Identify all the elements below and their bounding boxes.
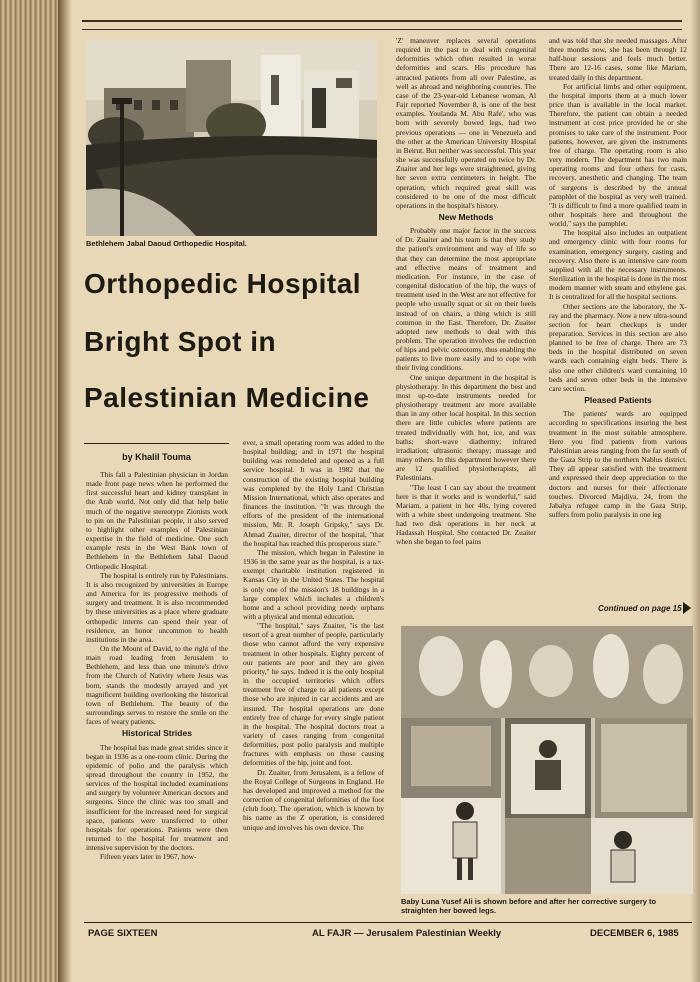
headline-line-1: Orthopedic Hospital xyxy=(84,268,362,299)
paragraph: The patients' wards are equipped according to specifications insuring the best treatment in the most suitable atmosphere. Here you find patients from various Palestinian areas ranging from the far south of the Gaza Strip to the northern Nablus district. They all appear satisfied with the treatment and expressed their deep appreciation to the doctors and nurses for their affectionate touches. Divorced Majdiya, 24, from the Jabalya refugee camp in the Gaza Strip, suffers from polio paralysis in one leg xyxy=(549,409,687,519)
paragraph: On the Mount of David, to the right of the main road leading from Jerusalem to Bethlehem, and less than one minute's drive from the Church of Nativity where Jesus was born, stands the modestly arrayed and yet magnificent building overlooking the historical town of Bethlehem. The beauty of the surroundings serves to restore the smile on the faces of weary patients. xyxy=(86,643,228,727)
paragraph: Dr. Zuaiter, from Jerusalem, is a fellow of the Royal College of Surgeons in England. He has developed and improved a method for the correction of congenital deformities of the foot (club foot). The operation, which is known by his name as the Z operation, is considered unique and involves his own device. The xyxy=(243,767,384,832)
page-number: PAGE SIXTEEN xyxy=(88,928,158,939)
paragraph: The mission, which began in Palestine in 1936 in the same year as the hospital, is a tax-exempt charitable institution registered in Kansas City in the United States. The hospital is only one of the mission's 18 buildings in a large complex which includes a children's home and a school providing needy orphans with a physical and mental education. xyxy=(243,547,384,621)
continued-arrow-icon xyxy=(683,602,691,614)
paragraph: and was told that she needed massages. After three months now, she has been through 12 half-hour sessions and feels much better. There are 12-16 cases, some like Mariam, treated daily in this department. xyxy=(549,36,687,82)
paragraph: The hospital also includes an outpatient and emergency clinic with four rooms for examination, emergency surgery, casting and recovery. Also there is an intensive care room supplied with all the necessary instruments. Sterilization in the hospital is done in the most modern manner with steam and ethylene gas. It is centralized for all the hospital sections. xyxy=(549,228,687,302)
headline-line-3: Palestinian Medicine xyxy=(84,382,370,413)
subheading-pleased-patients: Pleased Patients xyxy=(584,395,652,406)
paragraph: The hospital is entirely run by Palestinians. It is also recognized by universities in Europe and America for its progressive methods of surgery and treatment. It is also recommended by these universities as a place where graduate orthopedic interns can spend their year of residence, an honor uncommon to health institutions in the area. xyxy=(86,570,228,644)
paragraph: Probably one major factor in the success of Dr. Zuaiter and his team is that they study the patient's environment and way of life so that they can determine the most appropriate and effective means of treatment and medication. For instance, in the case of congenital dislocation of the hip, the ways of treatment used in the West are not effective for people who usually squat or sit on their heels instead of on chairs, a thing which is still common in the East. Therefore, Dr. Zuaiter adopted new methods to deal with this problem. The operation involves the reduction of hips and pelvic osteotomy, thus enabling the patients to live more easily and to cope with their living conditions. xyxy=(396,226,536,373)
top-photo-caption: Bethlehem Jabal Daoud Orthopedic Hospital. xyxy=(86,239,247,248)
article-column-4 xyxy=(549,36,687,602)
paragraph: "The least I can say about the treatment here is that it works and is wonderful," said Mariam, a patient in her 40s, lying covered with a white sheet undergoing treatment. She had two disk operations in her neck at Hadassah Hospital. She contacted Dr. Zuaiter when she began to feel pains xyxy=(396,482,536,547)
subheading-historical-strides: Historical Strides xyxy=(122,728,192,739)
baby-luna-photos xyxy=(401,626,693,894)
paragraph: For artificial limbs and other equipment, the hospital imports them at a much lower price than is available in the local market. Therefore, the patient can obtain a needed instrument at cost price provided he or she promises to take care of the instrument. Poor patients, however, are given the instruments free of charge. The operating room is also very modern. The department has two main operating rooms and four others for casts, recovery, anesthetic and changing. The team of surgeons is described by the annual pamphlet of the hospital as very well trained. "It is difficult to find a more qualified team in other hospitals here and throughout the world," says the pamphlet. xyxy=(549,81,687,229)
paragraph: ever, a small operating room was added to the hospital building; and in 1971 the hospital building was remodeled and opened as a full service hospital. It was in 1982 that the construction of the existing hospital building was completed by the Holy Land Christian Mission International, which also operates and finances the institution. "It was through the efforts of the president of the international mission, Mr. R. Joseph Gripsky," says Dr. Ahmad Zuaiter, director of the hospital, "that the hospital has reached this prosperous state." xyxy=(243,438,384,548)
byline-rule xyxy=(84,443,229,444)
paragraph: Other sections are the laboratory, the X-ray and the pharmacy. Now a new ultra-sound section for heart checkups is under preparation. Services in this section are also planned to be free of charge. There are 73 beds in the hospital distributed on seven wards each containing eight beds. There is also one other children's ward containing 10 beds and seven other beds in the intensive care section. xyxy=(549,301,687,393)
paragraph: One unique department in the hospital is physiotherapy. In this department the best and most up-to-date instruments needed for physiotherapy treatment are more available than in any other local hospital. In this section there are little cubicles where patients are treated individually with hot, ice, and wax baths; short-wave diathermy; infrared irradiation; ultrasonic therapy; massage and many others. In this department however there are 12 qualified physiotherapists, all Palestinians. xyxy=(396,372,536,483)
subheading-new-methods: New Methods xyxy=(438,211,494,222)
paragraph: The hospital has made great strides since it began in 1936 as a one-room clinic. During the epidemic of polio and the paralysis which spread throughout the country in 1952, the services of the hospital included examinations and surgery by volunteer American doctors and surgeons. Since the clinic was too small and insufficient for the increased need for surgical space, patients were transferred to other hospitals for operations. Patients were then returned to the hospital for treatment and intensive supervision by the doctors. xyxy=(86,742,228,853)
hospital-building-illustration xyxy=(86,40,377,236)
paragraph: This fall a Palestinian physician in Jordan made front page news when he performed the first successful heart and kidney transplant in the Arab world. Not only did that help belie much of the negative stereotype Zionists work to pin on the Palestinian people, it also served to highlight other examples of Palestinian expertise in the field of medicine. One such example rests in the West Bank town of Bethlehem in the Bethlehem Jabal Daoud Orthopedic Hospital. xyxy=(86,470,228,571)
paragraph: Fifteen years later in 1967, how- xyxy=(100,852,197,862)
headline-line-2: Bright Spot in xyxy=(84,326,277,357)
issue-date: DECEMBER 6, 1985 xyxy=(590,928,679,939)
article-column-2 xyxy=(243,438,384,918)
article-column-1 xyxy=(86,470,228,918)
publication-name: AL FAJR — Jerusalem Palestinian Weekly xyxy=(312,928,502,939)
page-gutter xyxy=(58,0,72,982)
hospital-photo xyxy=(86,40,377,236)
patient-photo-collage xyxy=(401,626,693,894)
continued-on-page: Continued on page 15 xyxy=(598,604,682,613)
article-column-3 xyxy=(396,36,536,626)
book-binding xyxy=(0,0,58,982)
paragraph: 'Z' maneuver replaces several operations required in the past to deal with congenital deformities which often resulted in worse deformities and scars. His procedure has attracted patients from all over Palestine, as well as abroad and neighboring countries. The case of the 23-year-old Lebanese woman, Al Fajr reported November 8, is one of the best examples. Youlanda M. Abu Rafe', who was born with severely bowed legs, had two previous operations — one in Venezuela and the other at the American University Hospital in Beirut. But neither was successful. This year she was successfully operated on twice by Dr. Zuaiter and her legs were straightened, giving her seven extra centimeters in height. The operation, which required great skill was considered to be one of the most difficult operations in the hospital's history. xyxy=(396,36,536,210)
byline: by Khalil Touma xyxy=(122,452,191,462)
bottom-photo-caption: Baby Luna Yusef Ali is shown before and after her corrective surgery to straighten her bowed legs. xyxy=(401,897,657,915)
paragraph: "The hospital," says Zuaiter, "is the last resort of a great number of people, particularly those who cannot afford the very expensive treatment in other hospitals. Eighty percent of our patients are poor and they are given priority," he says. Indeed it is the only hospital in the occupied territories which offers treatment free of charge to all patients except those who are injured in car accidents and are insured. The hospital operations are done entirely free of charge for every single patient in the hospital. The hospital doctors treat a variety of cases ranging from congenital deformities, post polio paralysis and multiple fractures with emphasis on those causing deformities of the hip, joint and foot. xyxy=(243,621,384,768)
top-rule-thin xyxy=(82,29,682,30)
footer-rule xyxy=(84,922,692,923)
top-rule xyxy=(82,20,682,22)
